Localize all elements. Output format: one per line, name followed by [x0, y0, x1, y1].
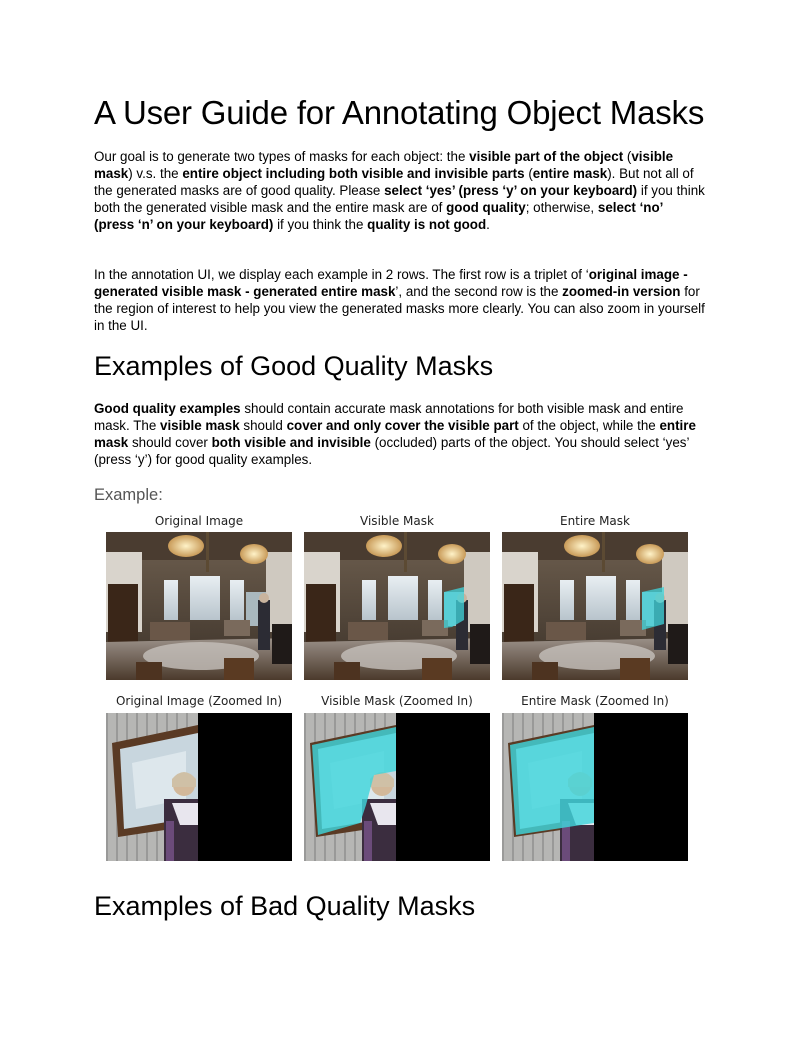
- text-segment: Our goal is to generate two types of masks for each object: the: [94, 149, 470, 164]
- caption-entire-zoomed: Entire Mask (Zoomed In): [521, 694, 669, 708]
- text-segment: entire object including both visible and invisible parts: [182, 166, 525, 181]
- original-image: [106, 532, 292, 680]
- text-segment: (occluded) parts of the object. You should select ‘yes’ (press ‘y’) for good quality examples.: [94, 435, 689, 467]
- text-segment: original image - generated visible mask - generated entire mask: [94, 267, 688, 299]
- visible-zoomed-image: [304, 713, 490, 861]
- entire-zoomed-image: [502, 713, 688, 861]
- text-segment: cover and only cover the visible part: [286, 418, 519, 433]
- text-segment: visible mask: [160, 418, 240, 433]
- zoomed-entire-mask: [502, 713, 688, 861]
- text-segment: should: [239, 418, 287, 433]
- text-segment: ). But not all of the generated masks are of good quality. Please: [94, 166, 694, 198]
- text-segment: ) v.s. the: [128, 166, 183, 181]
- text-segment: visible mask: [94, 149, 674, 181]
- good-examples-paragraph: [94, 400, 706, 468]
- page-title: A User Guide for Annotating Object Masks: [94, 94, 705, 131]
- text-segment: if you think both the generated visible mask and the entire mask are of: [94, 183, 705, 215]
- caption-visible-zoomed: Visible Mask (Zoomed In): [321, 694, 473, 708]
- room-scene-original: [106, 532, 292, 680]
- text-segment: ’, and the second row is the: [395, 284, 563, 299]
- original-zoomed-image: [106, 713, 292, 861]
- text-segment: zoomed-in version: [562, 284, 681, 299]
- text-segment: Good quality examples: [94, 401, 241, 416]
- room-scene-entire-mask: [502, 532, 688, 680]
- visible-mask-image: [304, 532, 490, 680]
- caption-entire-mask: Entire Mask: [559, 514, 630, 528]
- text-segment: visible part of the object: [469, 149, 624, 164]
- text-segment: should contain accurate mask annotations for both visible mask and entire mask. The: [94, 401, 684, 433]
- text-segment: entire mask: [94, 418, 696, 450]
- bad-examples-heading: Examples of Bad Quality Masks: [94, 891, 476, 921]
- entire-mask-zoom-overlay: [510, 727, 594, 835]
- text-segment: ; otherwise,: [525, 200, 598, 215]
- room-scene-visible-mask: [304, 532, 490, 680]
- text-segment: if you think the: [273, 217, 368, 232]
- caption-original-image: Original Image: [154, 514, 244, 528]
- text-segment: entire mask: [532, 166, 608, 181]
- caption-visible-mask: Visible Mask: [360, 514, 434, 528]
- zoomed-original: [106, 713, 292, 861]
- zoomed-visible-mask: [304, 713, 490, 861]
- text-segment: (: [524, 166, 533, 181]
- text-segment: select ‘yes’ (press ‘y’ on your keyboard): [384, 183, 638, 198]
- entire-mask-overlay: [642, 587, 664, 630]
- intro-paragraph-2: [94, 266, 706, 334]
- intro-paragraph-1: [94, 148, 706, 233]
- text-segment: quality is not good: [367, 217, 487, 232]
- example-label: Example:: [94, 486, 163, 504]
- text-segment: for the region of interest to help you view the generated masks more clearly. You can also zoom in yourself in the UI.: [94, 284, 705, 333]
- text-segment: In the annotation UI, we display each example in 2 rows. The first row is a triplet of ‘: [94, 267, 589, 282]
- text-segment: (: [623, 149, 632, 164]
- text-segment: both visible and invisible: [211, 435, 371, 450]
- text-segment: good quality: [446, 200, 526, 215]
- entire-mask-image: [502, 532, 688, 680]
- good-examples-heading: Examples of Good Quality Masks: [94, 351, 494, 381]
- text-segment: of the object, while the: [518, 418, 660, 433]
- text-segment: should cover: [128, 435, 212, 450]
- text-segment: select ‘no’ (press ‘n’ on your keyboard): [94, 200, 663, 232]
- caption-original-zoomed: Original Image (Zoomed In): [115, 694, 283, 708]
- text-segment: .: [486, 217, 490, 232]
